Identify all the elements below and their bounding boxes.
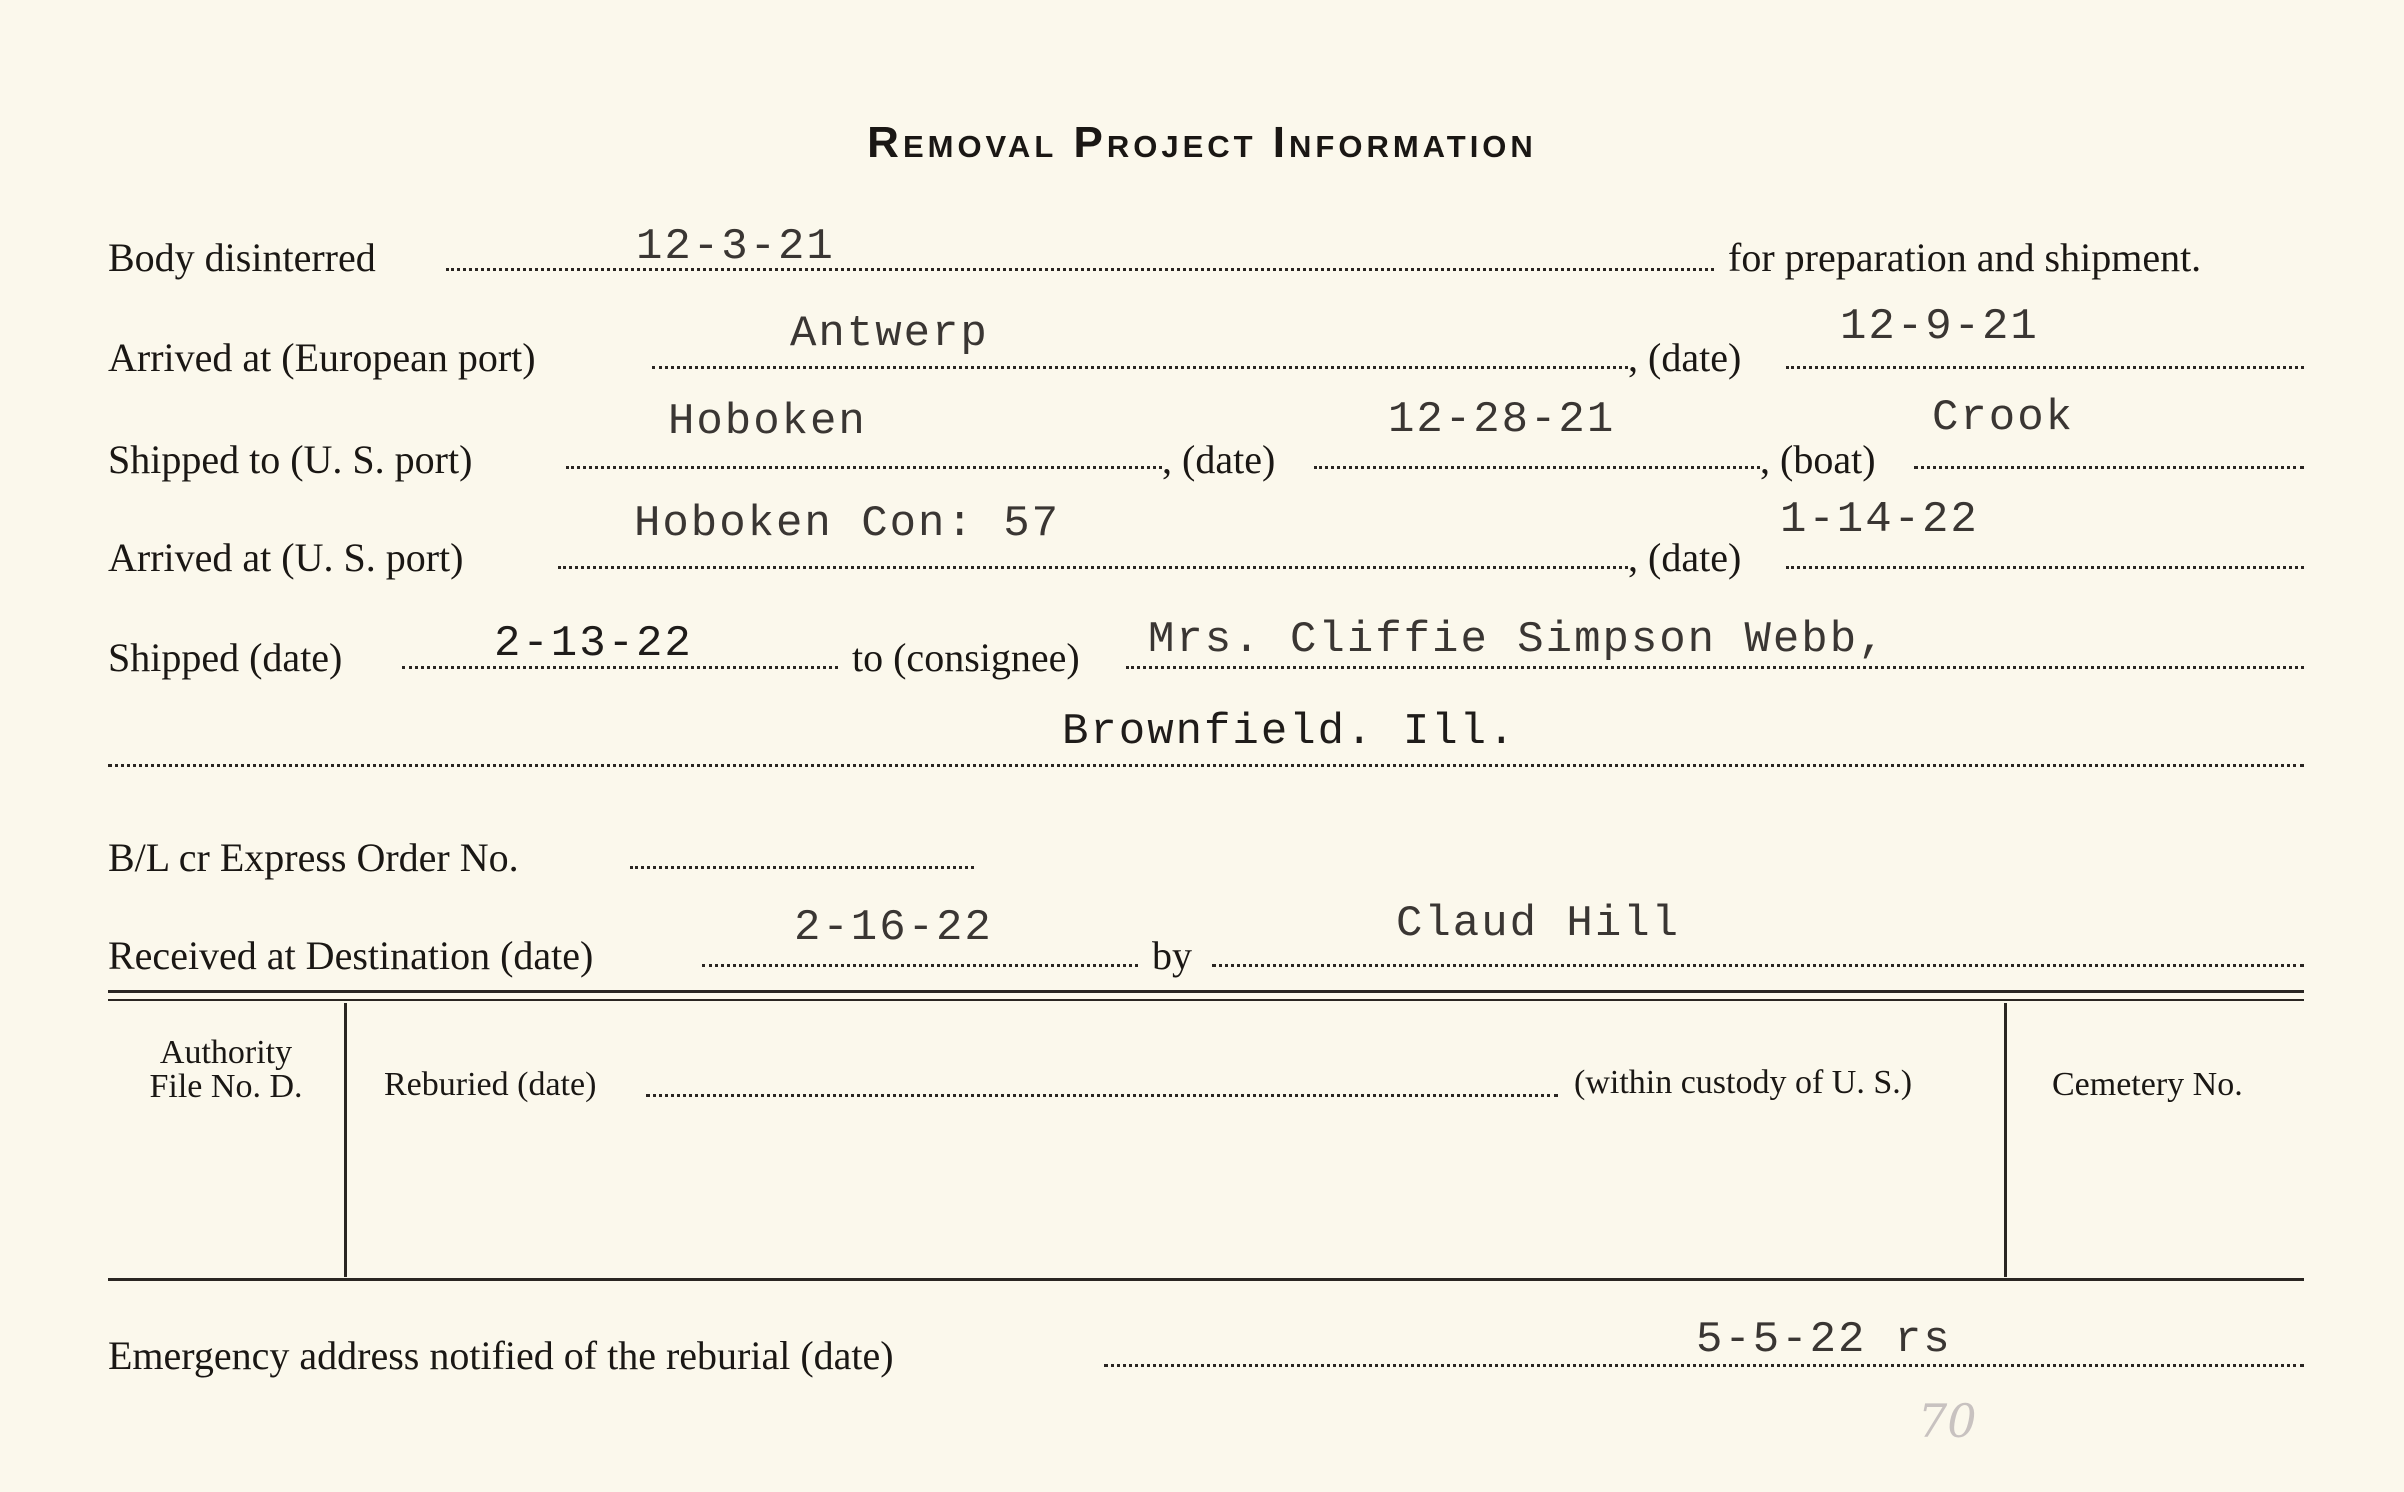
boat-label: , (boat)	[1760, 437, 1876, 482]
received-date-value: 2-16-22	[794, 903, 993, 953]
disinterred-date-value: 12-3-21	[636, 222, 835, 272]
bl-order-label: B/L cr Express Order No.	[108, 835, 519, 880]
boat-value: Crook	[1932, 393, 2075, 443]
dotted-line	[1786, 566, 2304, 569]
consignee-line1-value: Mrs. Cliffie Simpson Webb,	[1148, 615, 1887, 665]
dotted-line	[108, 764, 2304, 767]
received-dest-label: Received at Destination (date)	[108, 933, 594, 978]
authority-label: Authority	[159, 1034, 293, 1071]
reburied-label: Reburied (date)	[384, 1066, 597, 1103]
dotted-line	[1126, 666, 2304, 669]
dotted-line	[566, 466, 1162, 469]
dotted-line	[1314, 466, 1760, 469]
by-label: by	[1152, 933, 1192, 978]
emergency-label: Emergency address notified of the reburial (date)	[108, 1333, 894, 1378]
shipped-out-date-value: 2-13-22	[494, 619, 693, 669]
divider-rule	[108, 999, 2304, 1001]
dotted-line	[1786, 366, 2304, 369]
page-title: Removal Project Information	[867, 118, 1537, 167]
european-port-value: Antwerp	[790, 309, 989, 359]
european-date-label: , (date)	[1628, 335, 1742, 380]
dotted-line	[702, 964, 1138, 967]
shipped-date-label: , (date)	[1162, 437, 1276, 482]
dotted-line	[630, 866, 974, 869]
divider-rule	[108, 990, 2304, 993]
divider-rule	[108, 1278, 2304, 1281]
dotted-line	[1212, 964, 2304, 967]
arrived-date-label: , (date)	[1628, 535, 1742, 580]
dotted-line	[652, 366, 1628, 369]
shipped-out-label: Shipped (date)	[108, 635, 343, 680]
for-preparation-label: for preparation and shipment.	[1728, 235, 2202, 280]
arrived-date-value: 1-14-22	[1780, 495, 1979, 545]
body-disinterred-label: Body disinterred	[108, 235, 376, 280]
box-divider	[2004, 1003, 2007, 1277]
pencil-mark: 70	[1918, 1394, 1977, 1448]
box-divider	[344, 1003, 347, 1277]
us-port-arrived-value: Hoboken Con: 57	[634, 499, 1061, 549]
shipped-to-us-label: Shipped to (U. S. port)	[108, 437, 473, 482]
dotted-line	[646, 1094, 1558, 1097]
european-date-value: 12-9-21	[1840, 302, 2039, 352]
received-by-value: Claud Hill	[1396, 899, 1681, 949]
emergency-date-value: 5-5-22 rs	[1696, 1315, 1952, 1365]
us-port-shipped-value: Hoboken	[668, 397, 867, 447]
shipped-date-value: 12-28-21	[1388, 395, 1616, 445]
within-custody-label: (within custody of U. S.)	[1574, 1064, 1913, 1101]
cemetery-no-label: Cemetery No.	[2052, 1066, 2243, 1103]
arrived-us-label: Arrived at (U. S. port)	[108, 535, 464, 580]
dotted-line	[558, 566, 1628, 569]
arrived-european-label: Arrived at (European port)	[108, 335, 536, 380]
file-no-label: File No. D.	[149, 1068, 303, 1105]
consignee-label: to (consignee)	[852, 635, 1080, 680]
consignee-line2-value: Brownfield. Ill.	[1062, 707, 1517, 757]
dotted-line	[1914, 466, 2304, 469]
